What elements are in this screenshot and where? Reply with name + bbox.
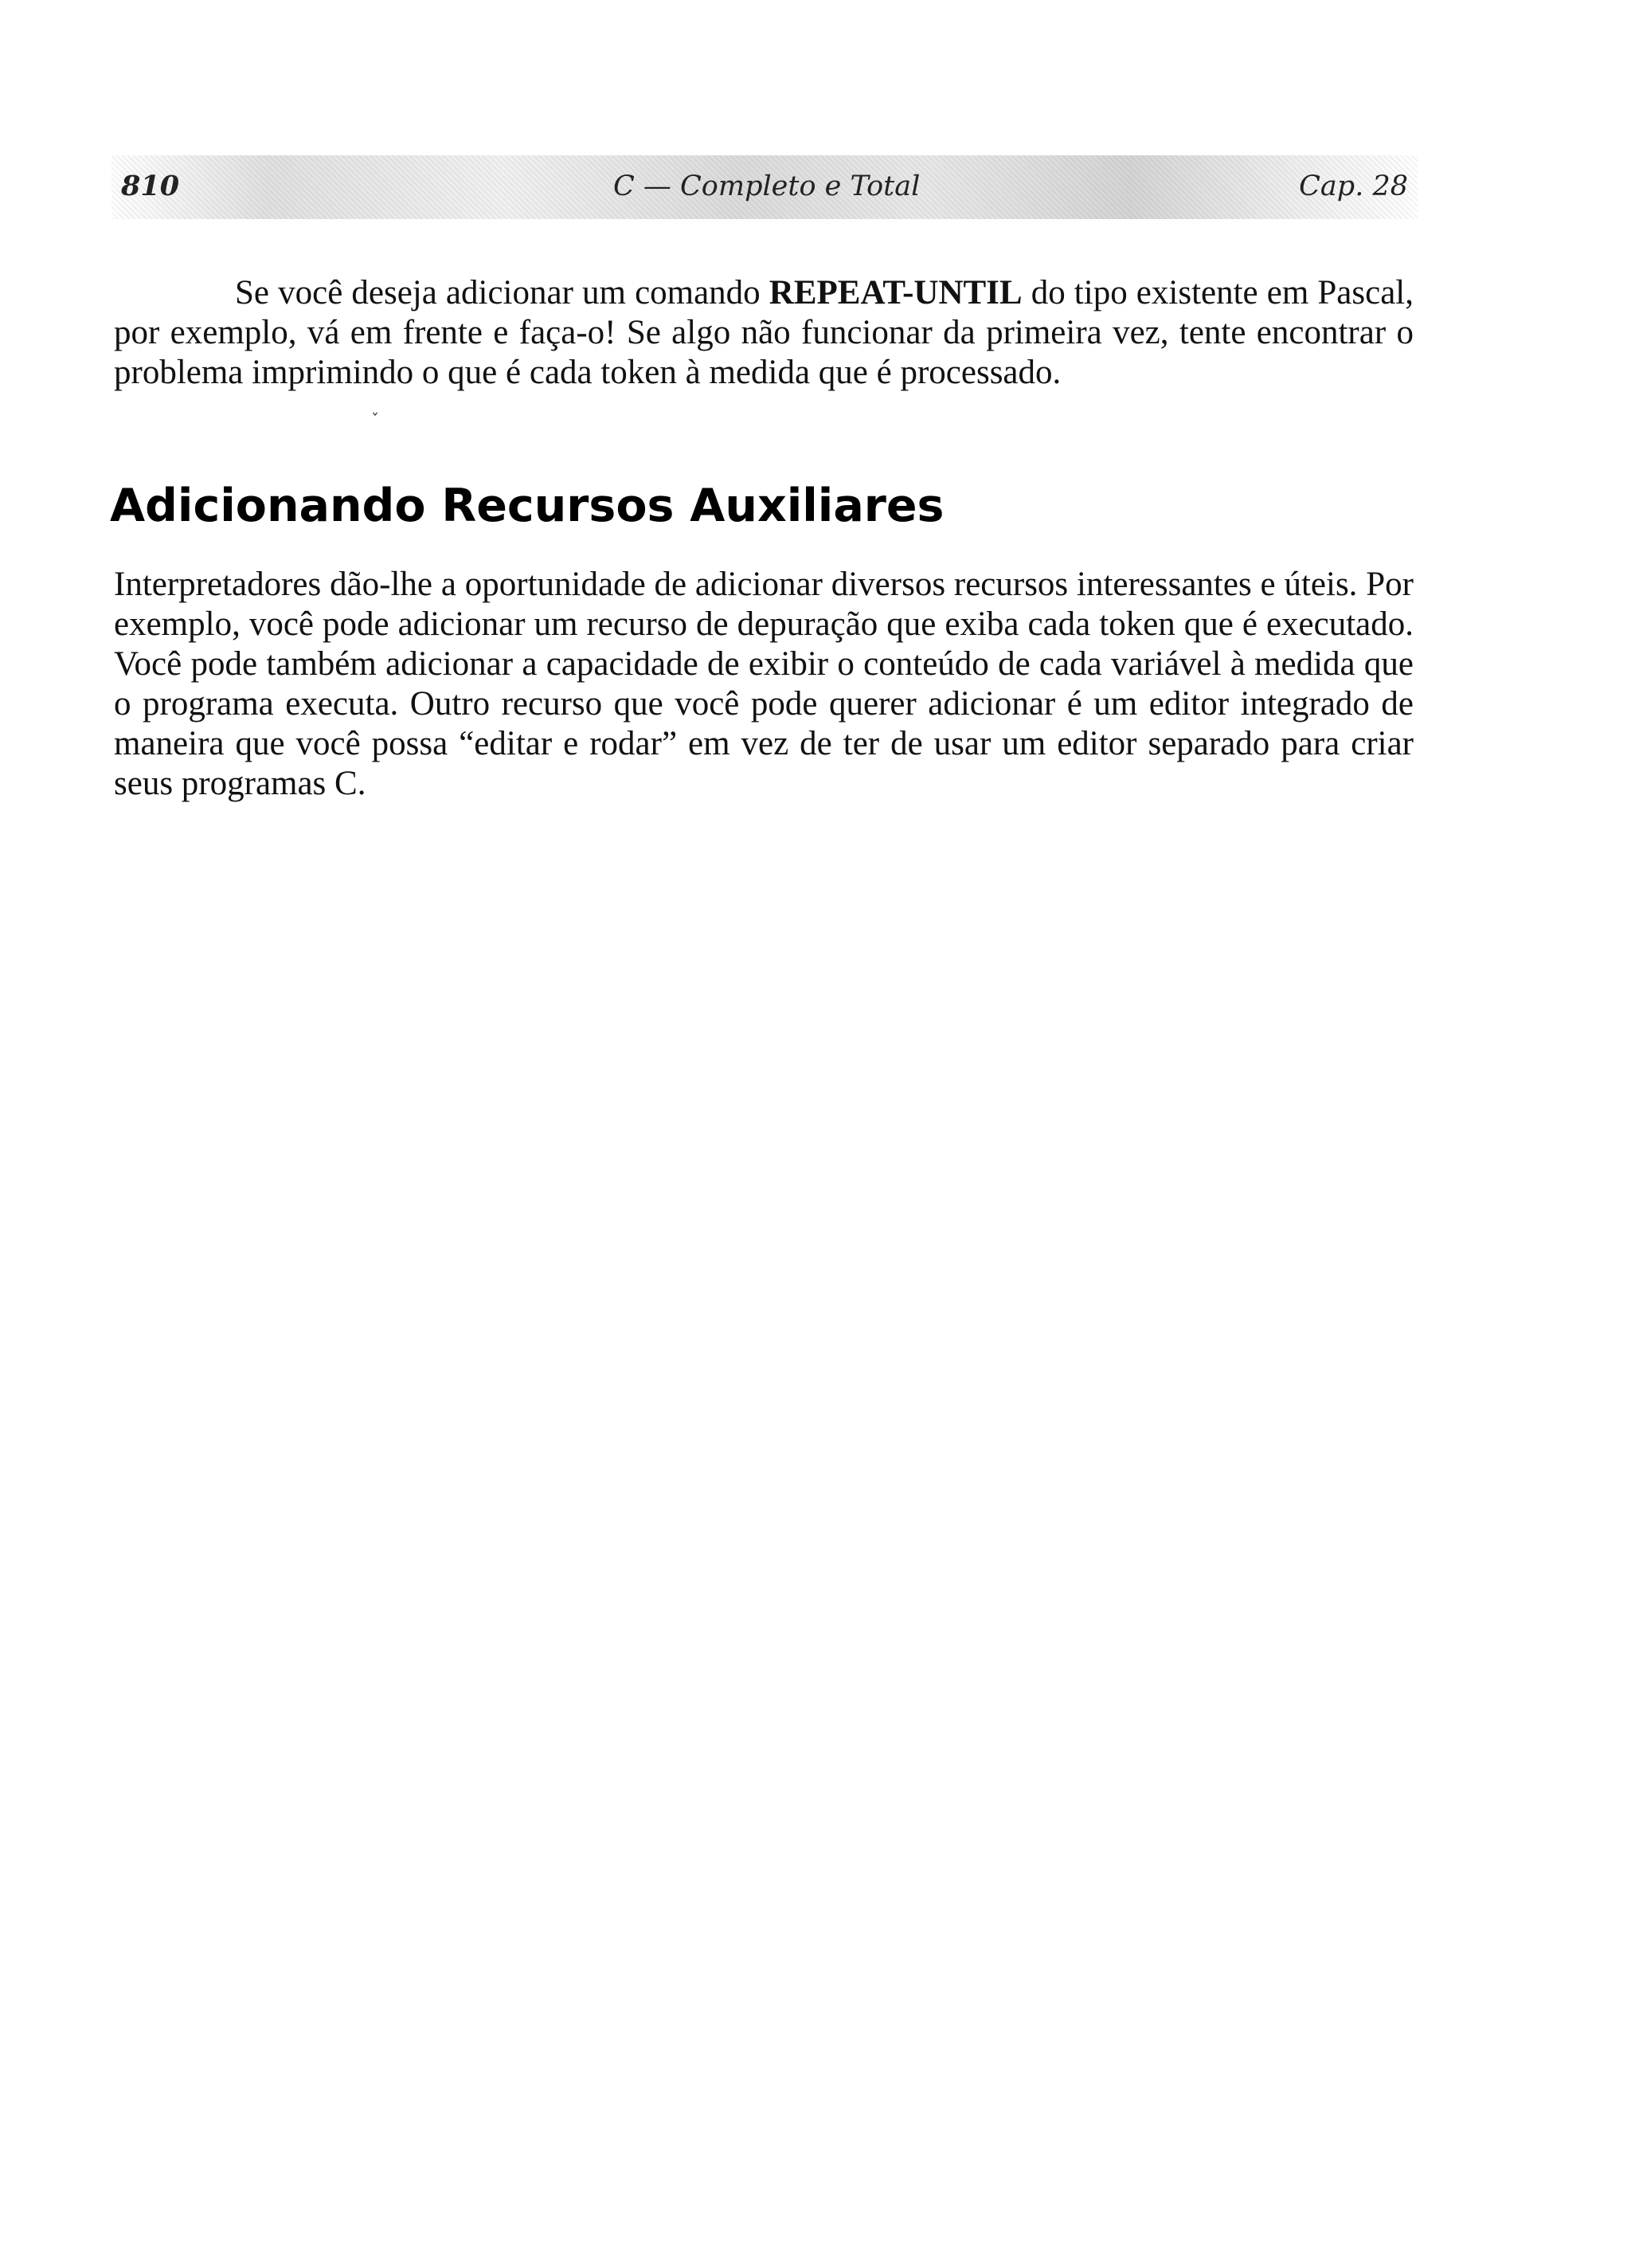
stray-print-mark: ˇ bbox=[371, 410, 379, 429]
paragraph-repeat-until bbox=[114, 273, 1414, 393]
keyword-repeat-until: REPEAT-UNTIL bbox=[769, 274, 1023, 311]
book-title: C — Completo e Total bbox=[613, 170, 921, 202]
paragraph-text-end: do tipo existente em Pascal, por exemplo, vá em frente e faça-o! Se algo não funcionar da primeira vez, tente encontrar o problema imprimindo o que é cada token à medida que é processado. bbox=[114, 274, 1414, 391]
chapter-label: Cap. 28 bbox=[1299, 170, 1408, 202]
page-number: 810 bbox=[121, 170, 180, 202]
running-head bbox=[111, 155, 1418, 219]
section-heading: Adicionando Recursos Auxiliares bbox=[110, 480, 945, 532]
paragraph-text-start: Se você deseja adicionar um comando bbox=[235, 274, 769, 311]
paragraph-auxiliary-features: Interpretadores dão-lhe a oportunidade de adicionar diversos recursos interessantes e úteis. Por exemplo, você pode adicionar um recurso de depuração que exiba cada token que é executado. Você pode também adicionar a capacidade de exibir o conteúdo de cada variável à medida que o programa executa. Outro recurso que você pode querer adicionar é um editor integrado de maneira que você possa “editar e rodar” em vez de ter de usar um editor separado para criar seus programas C. bbox=[114, 566, 1414, 802]
